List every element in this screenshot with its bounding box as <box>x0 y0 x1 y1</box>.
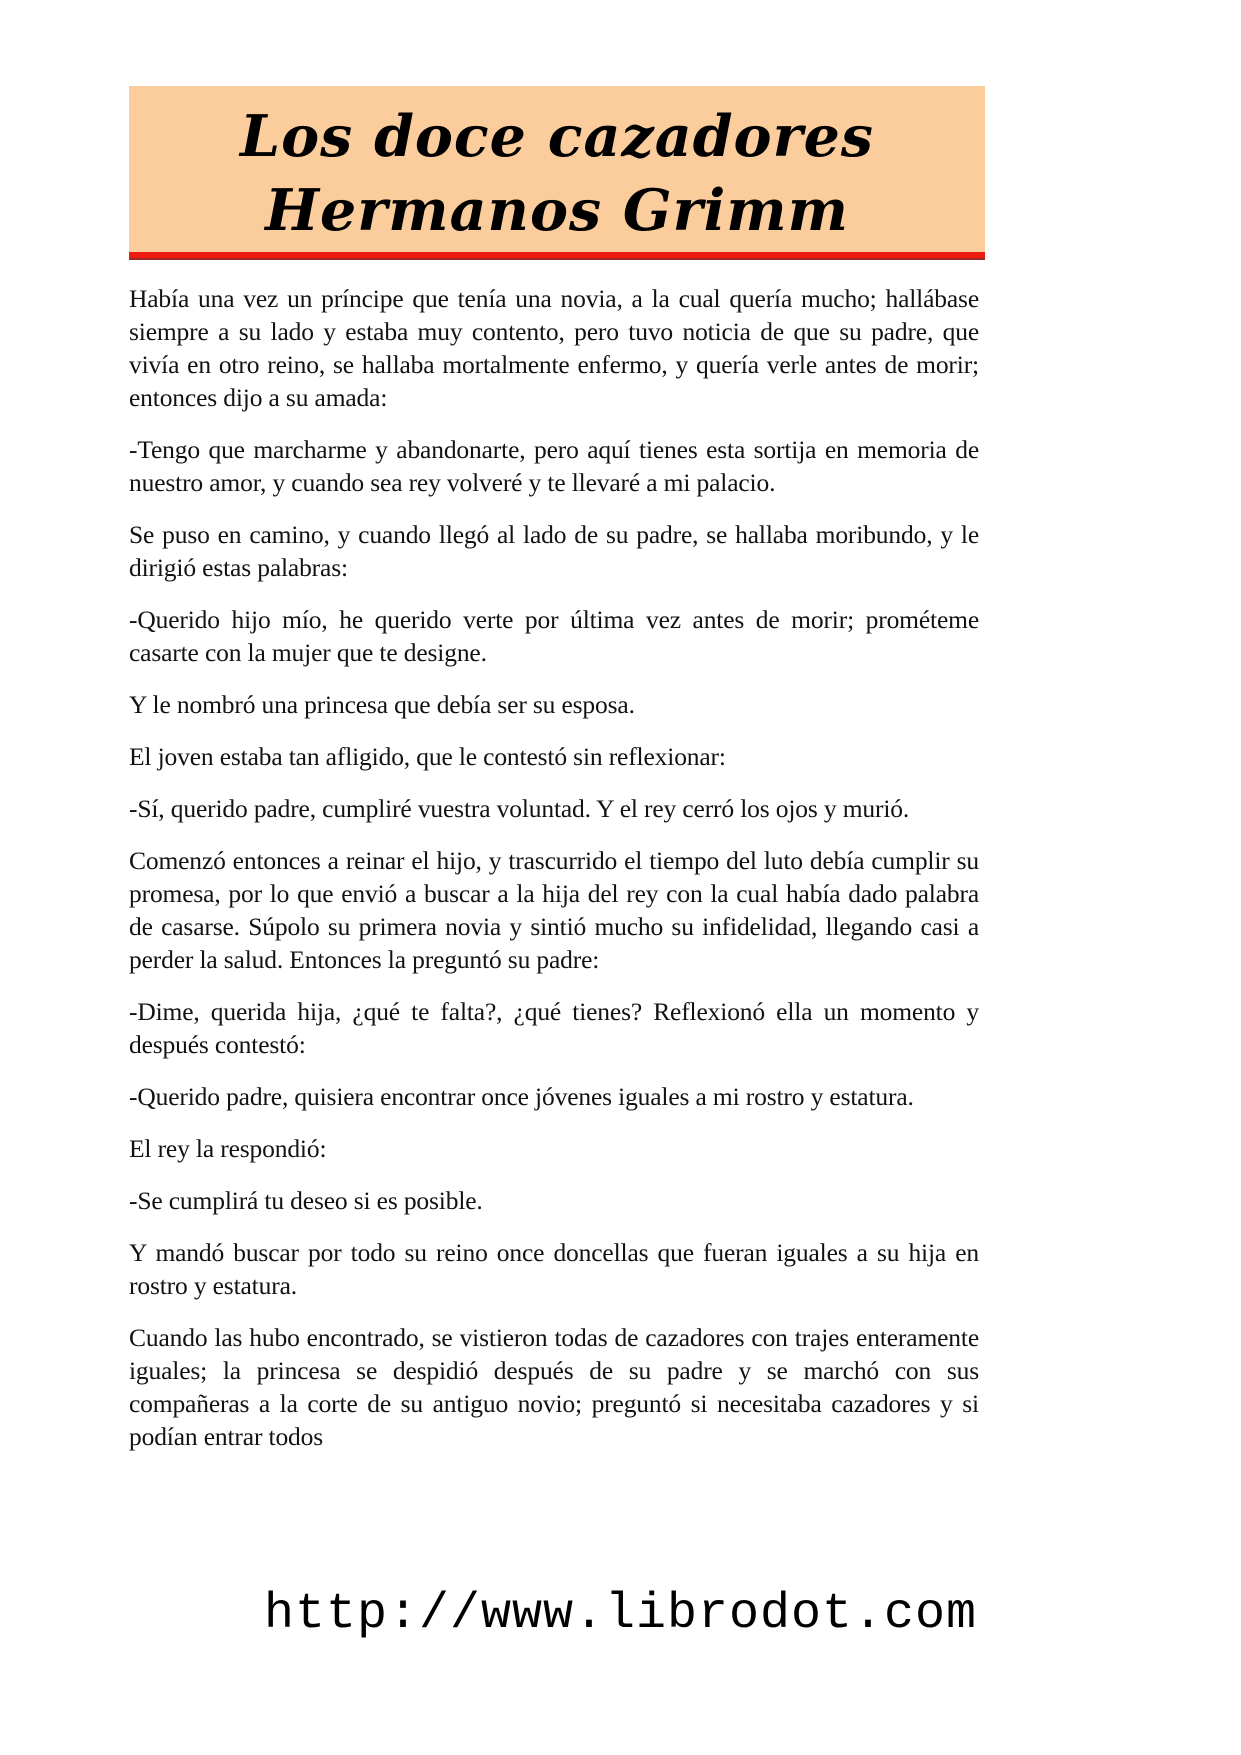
paragraph: Y mandó buscar por todo su reino once doncellas que fueran iguales a su hija en rostro y estatura. <box>129 1238 979 1300</box>
paragraph: -Tengo que marcharme y abandonarte, pero aquí tienes esta sortija en memoria de nuestro amor, y cuando sea rey volveré y te llevaré a mi palacio. <box>129 435 979 497</box>
paragraph: Y le nombró una princesa que debía ser su esposa. <box>129 690 635 719</box>
story-body <box>129 282 979 1453</box>
document-title: Los doce cazadores <box>240 103 874 170</box>
title-divider-shadow <box>129 258 985 260</box>
paragraph: Había una vez un príncipe que tenía una novia, a la cual quería mucho; hallábase siempre a su lado y estaba muy contento, pero tuvo noticia de que su padre, que vivía en otro reino, se hallaba mortalmente enfermo, y quería verle antes de morir; entonces dijo a su amada: <box>129 284 979 412</box>
paragraph: Cuando las hubo encontrado, se vistieron todas de cazadores con trajes enteramente iguales; la princesa se despidió después de su padre y se marchó con sus compañeras a la corte de su antiguo novio; preguntó si necesitaba cazadores y si podían entrar todos <box>129 1323 979 1451</box>
paragraph: Comenzó entonces a reinar el hijo, y trascurrido el tiempo del luto debía cumplir su promesa, por lo que envió a buscar a la hija del rey con la cual había dado palabra de casarse. Súpolo su primera novia y sintió mucho su infidelidad, llegando casi a perder la salud. Entonces la preguntó su padre: <box>129 846 979 974</box>
paragraph: Se puso en camino, y cuando llegó al lado de su padre, se hallaba moribundo, y le dirigió estas palabras: <box>129 520 979 582</box>
paragraph: -Sí, querido padre, cumpliré vuestra voluntad. Y el rey cerró los ojos y murió. <box>129 794 910 823</box>
paragraph: -Querido padre, quisiera encontrar once jóvenes iguales a mi rostro y estatura. <box>129 1082 914 1111</box>
footer-url <box>0 1580 1241 1643</box>
paragraph: -Querido hijo mío, he querido verte por última vez antes de morir; prométeme casarte con la mujer que te designe. <box>129 605 979 667</box>
footer-url-text: http://www.librodot.com <box>263 1586 978 1643</box>
paragraph: -Se cumplirá tu deseo si es posible. <box>129 1186 483 1215</box>
title-banner <box>129 86 985 256</box>
document-author: Hermanos Grimm <box>265 177 849 245</box>
paragraph: -Dime, querida hija, ¿qué te falta?, ¿qué tienes? Reflexionó ella un momento y después contestó: <box>129 997 979 1059</box>
paragraph: El rey la respondió: <box>129 1134 327 1163</box>
paragraph: El joven estaba tan afligido, que le contestó sin reflexionar: <box>129 742 726 771</box>
